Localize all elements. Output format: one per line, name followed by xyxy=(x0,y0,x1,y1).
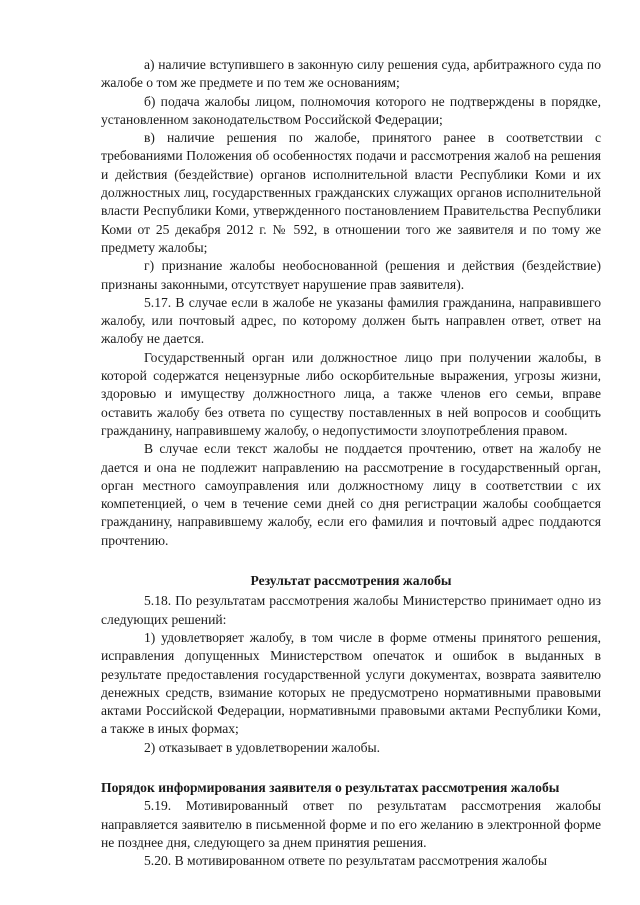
paragraph-5-18: 5.18. По результатам рассмотрения жалобы Министерство принимает одно из следующих решений: xyxy=(101,593,601,627)
paragraph-g: г) признание жалобы необоснованной (решения и действия (бездействие) признаны законными, отсутствует нарушение прав заявителя). xyxy=(101,258,601,292)
paragraph-a: а) наличие вступившего в законную силу решения суда, арбитражного суда по жалобе о том же предмете и по тем же основаниям; xyxy=(101,57,601,91)
paragraph-v: в) наличие решения по жалобе, принятого ранее в соответствии с требованиями Положения об особенностях подачи и рассмотрения жалоб на решения и действия (бездействие) органов исполнительной власти Республики Коми и их должностных лиц, государственных гражданских служащих органов исполнительной власти Республики Коми, утвержденного постановлением Правительства Республики Коми от 25 декабря 2012 г. № 592, в отношении того же заявителя и по тому же предмету жалобы; xyxy=(101,130,601,255)
paragraph-b: б) подача жалобы лицом, полномочия которого не подтверждены в порядке, установленном законодательством Российской Федерации; xyxy=(101,93,601,127)
paragraph-5-20: 5.20. В мотивированном ответе по результатам рассмотрения жалобы xyxy=(144,853,548,869)
paragraph-5-19: 5.19. Мотивированный ответ по результатам рассмотрения жалобы направляется заявителю в письменной форме и по его желанию в электронной форме не позднее дня, следующего за днем принятия решения. xyxy=(101,798,601,850)
paragraph-offensive-complaint: Государственный орган или должностное лицо при получении жалобы, в которой содержатся нецензурные либо оскорбительные выражения, угрозы жизни, здоровью и имуществу должностного лица, а также членов его семьи, вправе оставить жалобу без ответа по существу поставленных в ней вопросов и сообщить гражданину, направившему жалобу, о недопустимости злоупотребления правом. xyxy=(101,349,601,438)
paragraph-5-17: 5.17. В случае если в жалобе не указаны фамилия гражданина, направившего жалобу, или почтовый адрес, по которому должен быть направлен ответ, ответ на жалобу не дается. xyxy=(101,294,601,347)
paragraph-unreadable-complaint: В случае если текст жалобы не поддается прочтению, ответ на жалобу не дается и она не подлежит направлению на рассмотрение в государственный орган, орган местного самоуправления или должностному лицу в соответствии с их компетенцией, о чем в течение семи дней со дня регистрации жалобы сообщается гражданину, направившему жалобу, если его фамилия и почтовый адрес поддаются прочтению. xyxy=(101,441,601,548)
section-heading-result: Результат рассмотрения жалобы xyxy=(250,573,452,589)
section-heading-informing: Порядок информирования заявителя о результатах рассмотрения жалобы xyxy=(101,779,560,795)
paragraph-decision-2: 2) отказывает в удовлетворении жалобы. xyxy=(144,739,381,755)
document-page xyxy=(101,56,601,870)
paragraph-decision-1: 1) удовлетворяет жалобу, в том числе в форме отмены принятого решения, исправления допущенных Министерством опечаток и ошибок в выданных в результате предоставления государственной услуги документах, возврата заявителю денежных средств, взимание которых не предусмотрено нормативными правовыми актами Российской Федерации, нормативными правовыми актами Республики Коми, а также в иных формах; xyxy=(101,629,601,737)
